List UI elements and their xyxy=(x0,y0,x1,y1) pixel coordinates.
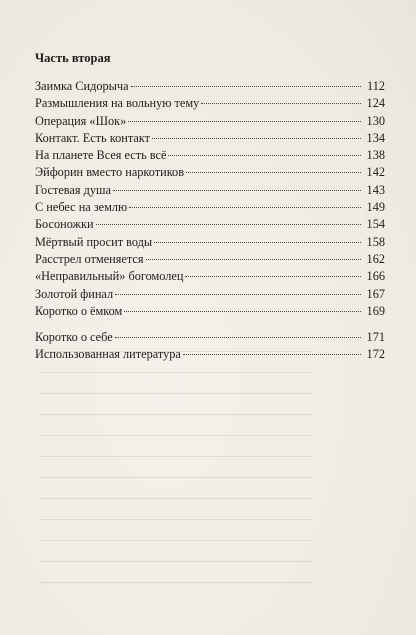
toc-entry xyxy=(35,199,385,216)
toc-entry-page: 149 xyxy=(366,200,385,215)
dot-leader xyxy=(96,224,361,225)
dot-leader xyxy=(168,155,361,156)
toc-entry xyxy=(35,286,385,303)
dot-leader xyxy=(115,337,361,338)
toc-entry xyxy=(35,251,385,268)
table-of-contents xyxy=(35,50,385,364)
toc-entry xyxy=(35,95,385,112)
dot-leader xyxy=(131,86,361,87)
toc-entry-page: 166 xyxy=(366,269,385,284)
toc-entry-title: Коротко о ёмком xyxy=(35,303,123,318)
toc-entry xyxy=(35,346,385,363)
toc-entry-title: Мёртвый просит воды xyxy=(35,234,153,249)
dot-leader xyxy=(152,138,361,139)
toc-entry-title: С небес на землю xyxy=(35,200,128,215)
dot-leader xyxy=(128,121,361,122)
toc-appendix-list xyxy=(35,329,385,364)
toc-list xyxy=(35,78,385,320)
toc-entry-page: 172 xyxy=(366,347,385,362)
toc-entry xyxy=(35,234,385,251)
toc-entry-page: 138 xyxy=(366,148,385,163)
toc-entry-title: Использованная литература xyxy=(35,347,181,362)
section-gap xyxy=(35,320,385,329)
toc-entry-page: 142 xyxy=(366,165,385,180)
dot-leader xyxy=(183,354,361,355)
dot-leader xyxy=(129,207,361,208)
toc-entry-title: Гостевая душа xyxy=(35,182,111,197)
toc-entry xyxy=(35,182,385,199)
toc-entry xyxy=(35,329,385,346)
dot-leader xyxy=(146,259,362,260)
toc-entry-page: 162 xyxy=(366,251,385,266)
toc-entry-page: 154 xyxy=(366,217,385,232)
toc-entry xyxy=(35,303,385,320)
dot-leader xyxy=(186,172,361,173)
dot-leader xyxy=(115,294,361,295)
section-title: Часть вторая xyxy=(35,51,111,65)
toc-entry-title: На планете Всея есть всё xyxy=(35,148,167,163)
toc-entry-title: Расстрел отменяется xyxy=(35,251,144,266)
toc-entry-title: Заимка Сидорыча xyxy=(35,79,129,93)
toc-entry-page: 158 xyxy=(366,234,385,249)
toc-entry-page: 171 xyxy=(366,330,385,345)
dot-leader xyxy=(154,242,361,243)
dot-leader xyxy=(113,190,361,191)
toc-entry-title: Коротко о себе xyxy=(35,330,113,345)
toc-entry-page: 169 xyxy=(366,303,385,318)
toc-entry-page: 130 xyxy=(366,113,385,128)
toc-entry xyxy=(35,216,385,233)
toc-entry-title: Эйфорин вместо наркотиков xyxy=(35,165,185,180)
toc-entry-title: Золотой финал xyxy=(35,286,114,301)
toc-entry-page: 167 xyxy=(366,286,385,301)
toc-entry xyxy=(35,113,385,130)
toc-entry-title: Контакт. Есть контакт xyxy=(35,130,150,145)
bleed-through-texture xyxy=(40,335,380,587)
toc-entry-page: 112 xyxy=(367,79,385,93)
dot-leader xyxy=(185,276,361,277)
toc-entry xyxy=(35,130,385,147)
toc-entry-title: «Неправильный» богомолец xyxy=(35,269,184,284)
toc-entry-title: Операция «Шок» xyxy=(35,113,127,128)
toc-entry-title: Размышления на вольную тему xyxy=(35,96,200,111)
toc-entry-page: 134 xyxy=(366,130,385,145)
toc-entry xyxy=(35,147,385,164)
toc-entry-page: 143 xyxy=(366,182,385,197)
toc-entry-page: 124 xyxy=(366,96,385,111)
toc-entry xyxy=(35,164,385,181)
dot-leader xyxy=(124,311,361,312)
toc-entry-title: Босоножки xyxy=(35,217,94,232)
dot-leader xyxy=(201,103,361,104)
toc-entry xyxy=(35,78,385,95)
toc-entry xyxy=(35,268,385,285)
